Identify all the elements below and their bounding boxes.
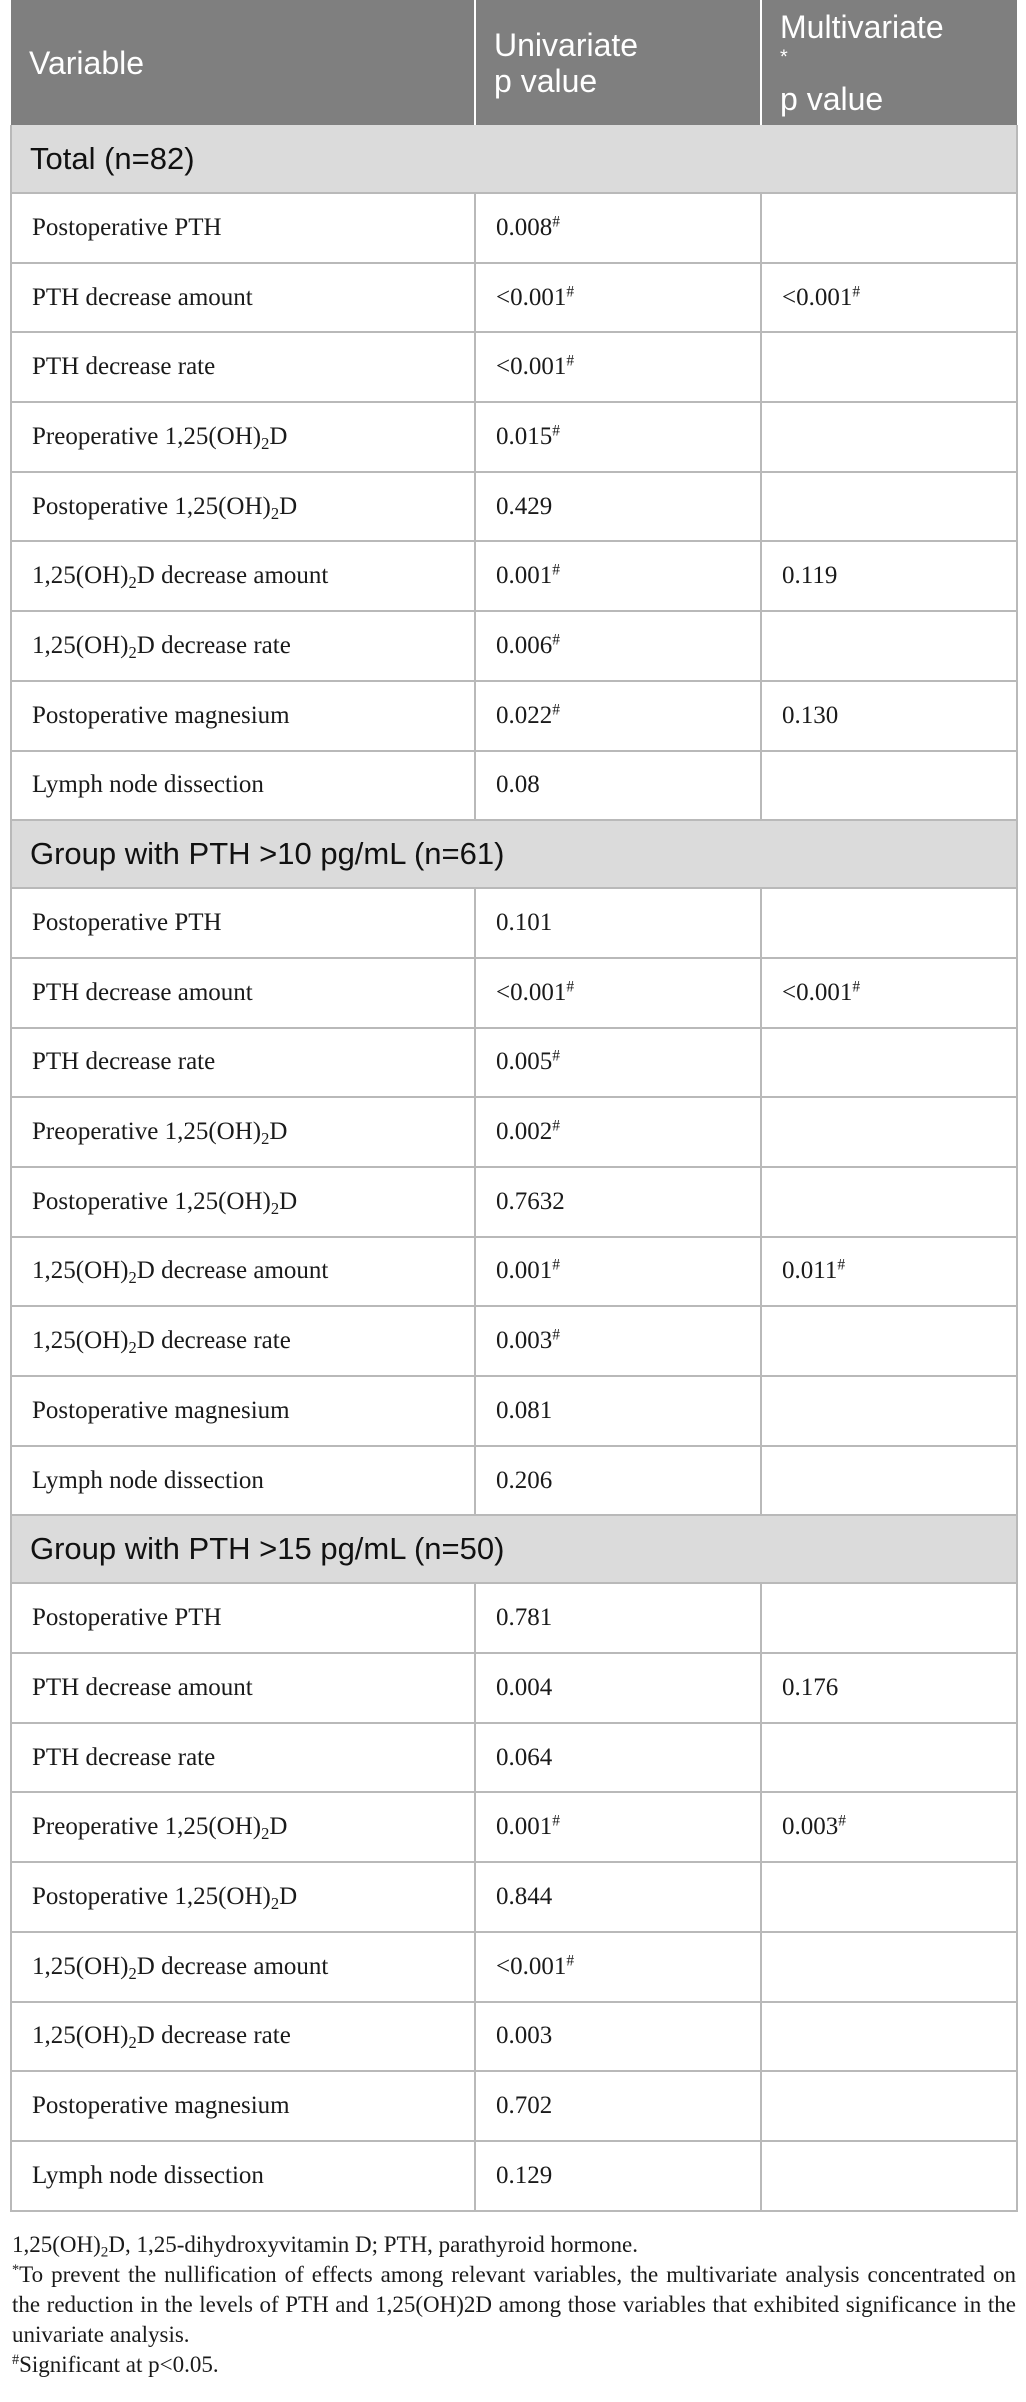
univariate-p-value: 0.129: [496, 2161, 553, 2189]
table-row: [11, 1862, 1017, 1932]
multivariate-p-cell: [761, 472, 1017, 542]
univariate-p-cell: [475, 1862, 761, 1932]
variable-name: Postoperative PTH: [32, 909, 222, 937]
variable-name: PTH decrease rate: [32, 353, 216, 381]
univariate-p-value: <0.001: [496, 1952, 567, 1980]
table-body: [11, 125, 1017, 2211]
univariate-p-cell: [475, 263, 761, 333]
variable-name: 1,25(OH): [32, 631, 129, 659]
variable-cell: [11, 1862, 475, 1932]
variable-name: Postoperative 1,25(OH): [32, 1187, 271, 1215]
univariate-p-value: 0.003: [496, 1327, 553, 1355]
univariate-p-cell: [475, 1653, 761, 1723]
abbrev-sub: 2: [100, 2243, 109, 2261]
multivariate-p-cell: [761, 681, 1017, 751]
univariate-p-value: 0.001: [496, 562, 553, 590]
univariate-p-value: 0.781: [496, 1604, 553, 1632]
univariate-p-value: <0.001: [496, 353, 567, 381]
univariate-p-cell: [475, 888, 761, 958]
multivariate-p-cell: [761, 1723, 1017, 1793]
variable-cell: [11, 472, 475, 542]
variable-name: PTH decrease rate: [32, 1048, 216, 1076]
variable-cell: [11, 888, 475, 958]
univariate-p-value: 0.7632: [496, 1187, 565, 1215]
variable-name: Postoperative PTH: [32, 1604, 222, 1632]
multivariate-p-cell: [761, 1583, 1017, 1653]
multivariate-p-cell: [761, 1932, 1017, 2002]
univariate-p-value: 0.844: [496, 1882, 553, 1910]
univariate-p-value: 0.015: [496, 422, 553, 450]
variable-suffix: D: [279, 1187, 298, 1215]
univariate-p-cell: [475, 1167, 761, 1237]
univariate-p-cell: [475, 1723, 761, 1793]
header-variable-label: Variable: [29, 44, 145, 81]
univariate-p-value: 0.003: [496, 2022, 553, 2050]
univariate-p-value: 0.429: [496, 492, 553, 520]
abbrev-part2: D, 1,25-dihydroxyvitamin D; PTH, parathyroid hormone.: [108, 2231, 638, 2257]
multivariate-p-value: 0.176: [782, 1673, 839, 1701]
header-multivariate-line1: [780, 9, 999, 81]
table-row: [11, 1932, 1017, 2002]
variable-name: Postoperative magnesium: [32, 2092, 290, 2120]
variable-subscript: 2: [128, 1268, 137, 1288]
variable-suffix: D decrease amount: [136, 1257, 329, 1285]
multivariate-p-cell: [761, 1653, 1017, 1723]
multivariate-p-value: 0.130: [782, 701, 839, 729]
variable-suffix: D decrease amount: [136, 562, 329, 590]
header-row: [11, 0, 1017, 125]
header-multivariate-mark: *: [780, 45, 788, 68]
multivariate-p-cell: [761, 1028, 1017, 1098]
group-title: Total (n=82): [11, 125, 1017, 193]
multivariate-p-cell: [761, 1306, 1017, 1376]
variable-name: Postoperative 1,25(OH): [32, 492, 271, 520]
variable-suffix: D: [279, 492, 298, 520]
table-row: [11, 1028, 1017, 1098]
variable-subscript: 2: [270, 1198, 280, 1218]
footnote-hash-mark: #: [12, 2351, 20, 2368]
univariate-p-value: 0.005: [496, 1048, 553, 1076]
univariate-p-value: 0.001: [496, 1257, 553, 1285]
group-title: Group with PTH >15 pg/mL (n=50): [11, 1515, 1017, 1583]
footnote-star-text: To prevent the nullification of effects among relevant variables, the multivariate analysis concentrated on the reduction in the levels of PTH and 1,25(OH)2D among those variables that exhibited significance in the univariate analysis.: [12, 2261, 1016, 2347]
multivariate-p-cell: [761, 888, 1017, 958]
variable-cell: [11, 2141, 475, 2211]
table-row: [11, 958, 1017, 1028]
table-row: [11, 1446, 1017, 1516]
variable-name: Lymph node dissection: [32, 771, 264, 799]
multivariate-p-value: 0.003: [782, 1813, 839, 1841]
significance-mark: #: [552, 1256, 560, 1274]
variable-name: 1,25(OH): [32, 1257, 129, 1285]
multivariate-p-value: <0.001: [782, 978, 853, 1006]
variable-name: PTH decrease amount: [32, 978, 253, 1006]
multivariate-p-cell: [761, 1237, 1017, 1307]
univariate-p-cell: [475, 1097, 761, 1167]
significance-mark: #: [566, 352, 575, 370]
results-table-container: [10, 0, 1016, 2380]
table-row: [11, 402, 1017, 472]
variable-subscript: 2: [128, 1338, 137, 1358]
abbreviation-note: [12, 2230, 1016, 2260]
univariate-p-cell: [475, 1583, 761, 1653]
univariate-p-value: 0.081: [496, 1396, 553, 1424]
multivariate-p-cell: [761, 263, 1017, 333]
significance-mark: #: [552, 701, 560, 719]
multivariate-p-cell: [761, 2141, 1017, 2211]
footnote-star: [12, 2260, 1016, 2350]
univariate-p-value: <0.001: [496, 283, 567, 311]
multivariate-p-cell: [761, 1862, 1017, 1932]
multivariate-p-cell: [761, 1446, 1017, 1516]
univariate-p-value: 0.702: [496, 2092, 553, 2120]
variable-cell: [11, 1306, 475, 1376]
univariate-p-cell: [475, 1792, 761, 1862]
multivariate-p-cell: [761, 2002, 1017, 2072]
table-row: [11, 1723, 1017, 1793]
univariate-p-cell: [475, 751, 761, 821]
variable-name: PTH decrease amount: [32, 1673, 253, 1701]
univariate-p-value: 0.008: [496, 213, 553, 241]
univariate-p-cell: [475, 2141, 761, 2211]
header-variable: [11, 0, 475, 125]
variable-suffix: D decrease rate: [136, 2022, 291, 2050]
multivariate-p-value: 0.011: [782, 1257, 838, 1285]
abbrev-part1: 1,25(OH): [12, 2231, 101, 2257]
variable-cell: [11, 1932, 475, 2002]
variable-cell: [11, 1653, 475, 1723]
variable-name: Postoperative magnesium: [32, 701, 290, 729]
variable-cell: [11, 541, 475, 611]
header-univariate-line2: p value: [494, 62, 598, 99]
variable-cell: [11, 681, 475, 751]
table-header: [11, 0, 1017, 125]
multivariate-p-cell: [761, 751, 1017, 821]
univariate-p-cell: [475, 611, 761, 681]
univariate-p-cell: [475, 1932, 761, 2002]
univariate-p-cell: [475, 402, 761, 472]
univariate-p-value: 0.022: [496, 701, 553, 729]
variable-name: PTH decrease amount: [32, 283, 253, 311]
significance-mark: #: [552, 1326, 560, 1344]
univariate-p-value: 0.08: [496, 771, 540, 799]
univariate-p-value: 0.002: [496, 1118, 553, 1146]
multivariate-p-cell: [761, 1792, 1017, 1862]
variable-name: Postoperative PTH: [32, 213, 222, 241]
variable-suffix: D: [269, 1118, 288, 1146]
univariate-p-cell: [475, 472, 761, 542]
univariate-p-cell: [475, 2071, 761, 2141]
variable-name: PTH decrease rate: [32, 1743, 216, 1771]
variable-name: Preoperative 1,25(OH): [32, 422, 262, 450]
table-row: [11, 1792, 1017, 1862]
variable-name: Lymph node dissection: [32, 1466, 264, 1494]
header-multivariate: [761, 0, 1017, 125]
footnote-hash-text: Significant at p<0.05.: [19, 2351, 219, 2377]
variable-cell: [11, 2071, 475, 2141]
variable-name: Preoperative 1,25(OH): [32, 1813, 262, 1841]
univariate-p-cell: [475, 958, 761, 1028]
significance-mark: #: [552, 1047, 560, 1065]
group-header-row: [11, 820, 1017, 888]
univariate-p-value: 0.064: [496, 1743, 553, 1771]
significance-mark: #: [852, 283, 861, 301]
significance-mark: #: [552, 631, 560, 649]
univariate-p-cell: [475, 1376, 761, 1446]
variable-cell: [11, 611, 475, 681]
univariate-p-cell: [475, 1306, 761, 1376]
variable-subscript: 2: [128, 642, 137, 662]
significance-mark: #: [838, 1812, 846, 1830]
univariate-p-cell: [475, 1446, 761, 1516]
univariate-p-value: 0.004: [496, 1673, 553, 1701]
significance-mark: #: [566, 978, 575, 996]
significance-mark: #: [566, 1952, 575, 1970]
group-header-row: [11, 1515, 1017, 1583]
multivariate-p-cell: [761, 193, 1017, 263]
table-row: [11, 2071, 1017, 2141]
variable-suffix: D: [269, 1813, 288, 1841]
variable-name: Postoperative 1,25(OH): [32, 1882, 271, 1910]
significance-mark: #: [552, 561, 560, 579]
multivariate-p-cell: [761, 332, 1017, 402]
univariate-p-cell: [475, 332, 761, 402]
significance-mark: #: [552, 1117, 560, 1135]
univariate-p-value: <0.001: [496, 978, 567, 1006]
variable-cell: [11, 1028, 475, 1098]
table-row: [11, 332, 1017, 402]
variable-subscript: 2: [261, 433, 270, 453]
variable-cell: [11, 958, 475, 1028]
table-row: [11, 1306, 1017, 1376]
variable-name: Lymph node dissection: [32, 2161, 264, 2189]
table-row: [11, 193, 1017, 263]
table-row: [11, 1376, 1017, 1446]
group-title: Group with PTH >10 pg/mL (n=61): [11, 820, 1017, 888]
multivariate-p-cell: [761, 611, 1017, 681]
table-row: [11, 541, 1017, 611]
multivariate-p-cell: [761, 1097, 1017, 1167]
significance-mark: #: [552, 422, 560, 440]
univariate-p-cell: [475, 541, 761, 611]
footnote-hash: [12, 2350, 1016, 2380]
header-univariate: [475, 0, 761, 125]
table-row: [11, 1237, 1017, 1307]
variable-cell: [11, 1792, 475, 1862]
variable-cell: [11, 1167, 475, 1237]
univariate-p-cell: [475, 2002, 761, 2072]
univariate-p-value: 0.206: [496, 1466, 553, 1494]
univariate-p-value: 0.001: [496, 1813, 553, 1841]
variable-cell: [11, 751, 475, 821]
group-header-row: [11, 125, 1017, 193]
variable-subscript: 2: [128, 2033, 137, 2053]
header-multivariate-text: Multivariate: [780, 8, 944, 45]
multivariate-p-cell: [761, 2071, 1017, 2141]
multivariate-p-cell: [761, 402, 1017, 472]
multivariate-p-cell: [761, 1376, 1017, 1446]
multivariate-p-cell: [761, 541, 1017, 611]
variable-name: 1,25(OH): [32, 1952, 129, 1980]
variable-subscript: 2: [128, 1963, 137, 1983]
variable-suffix: D: [269, 422, 288, 450]
variable-name: 1,25(OH): [32, 562, 129, 590]
variable-cell: [11, 402, 475, 472]
significance-mark: #: [852, 978, 861, 996]
header-multivariate-line2: p value: [780, 80, 884, 117]
table-row: [11, 472, 1017, 542]
univariate-p-value: 0.006: [496, 631, 553, 659]
table-row: [11, 888, 1017, 958]
variable-subscript: 2: [270, 503, 280, 523]
variable-subscript: 2: [261, 1129, 270, 1149]
variable-subscript: 2: [270, 1893, 280, 1913]
variable-subscript: 2: [261, 1824, 270, 1844]
variable-suffix: D: [279, 1882, 298, 1910]
variable-cell: [11, 1376, 475, 1446]
variable-cell: [11, 332, 475, 402]
variable-name: Preoperative 1,25(OH): [32, 1118, 262, 1146]
table-row: [11, 1583, 1017, 1653]
univariate-p-cell: [475, 1028, 761, 1098]
table-row: [11, 611, 1017, 681]
variable-name: 1,25(OH): [32, 1327, 129, 1355]
univariate-p-value: 0.101: [496, 909, 553, 937]
multivariate-p-value: 0.119: [782, 562, 838, 590]
significance-mark: #: [566, 283, 575, 301]
table-row: [11, 1167, 1017, 1237]
variable-cell: [11, 1446, 475, 1516]
univariate-p-cell: [475, 193, 761, 263]
multivariate-p-cell: [761, 958, 1017, 1028]
footnote-star-mark: *: [12, 2261, 20, 2278]
variable-cell: [11, 263, 475, 333]
table-row: [11, 681, 1017, 751]
significance-mark: #: [837, 1256, 846, 1274]
table-row: [11, 751, 1017, 821]
univariate-p-cell: [475, 1237, 761, 1307]
variable-suffix: D decrease rate: [136, 1327, 291, 1355]
multivariate-p-value: <0.001: [782, 283, 853, 311]
variable-name: Postoperative magnesium: [32, 1396, 290, 1424]
header-univariate-line1: Univariate: [494, 26, 639, 63]
variable-cell: [11, 1097, 475, 1167]
significance-mark: #: [552, 1812, 560, 1830]
univariate-p-cell: [475, 681, 761, 751]
variable-cell: [11, 1583, 475, 1653]
table-row: [11, 1097, 1017, 1167]
table-row: [11, 2141, 1017, 2211]
variable-cell: [11, 2002, 475, 2072]
variable-cell: [11, 193, 475, 263]
table-row: [11, 263, 1017, 333]
table-notes: [10, 2230, 1016, 2380]
significance-mark: #: [552, 213, 560, 231]
table-row: [11, 2002, 1017, 2072]
variable-cell: [11, 1237, 475, 1307]
variable-name: 1,25(OH): [32, 2022, 129, 2050]
regression-results-table: [10, 0, 1018, 2212]
multivariate-p-cell: [761, 1167, 1017, 1237]
variable-subscript: 2: [128, 573, 137, 593]
variable-cell: [11, 1723, 475, 1793]
variable-suffix: D decrease amount: [136, 1952, 329, 1980]
variable-suffix: D decrease rate: [136, 631, 291, 659]
table-row: [11, 1653, 1017, 1723]
